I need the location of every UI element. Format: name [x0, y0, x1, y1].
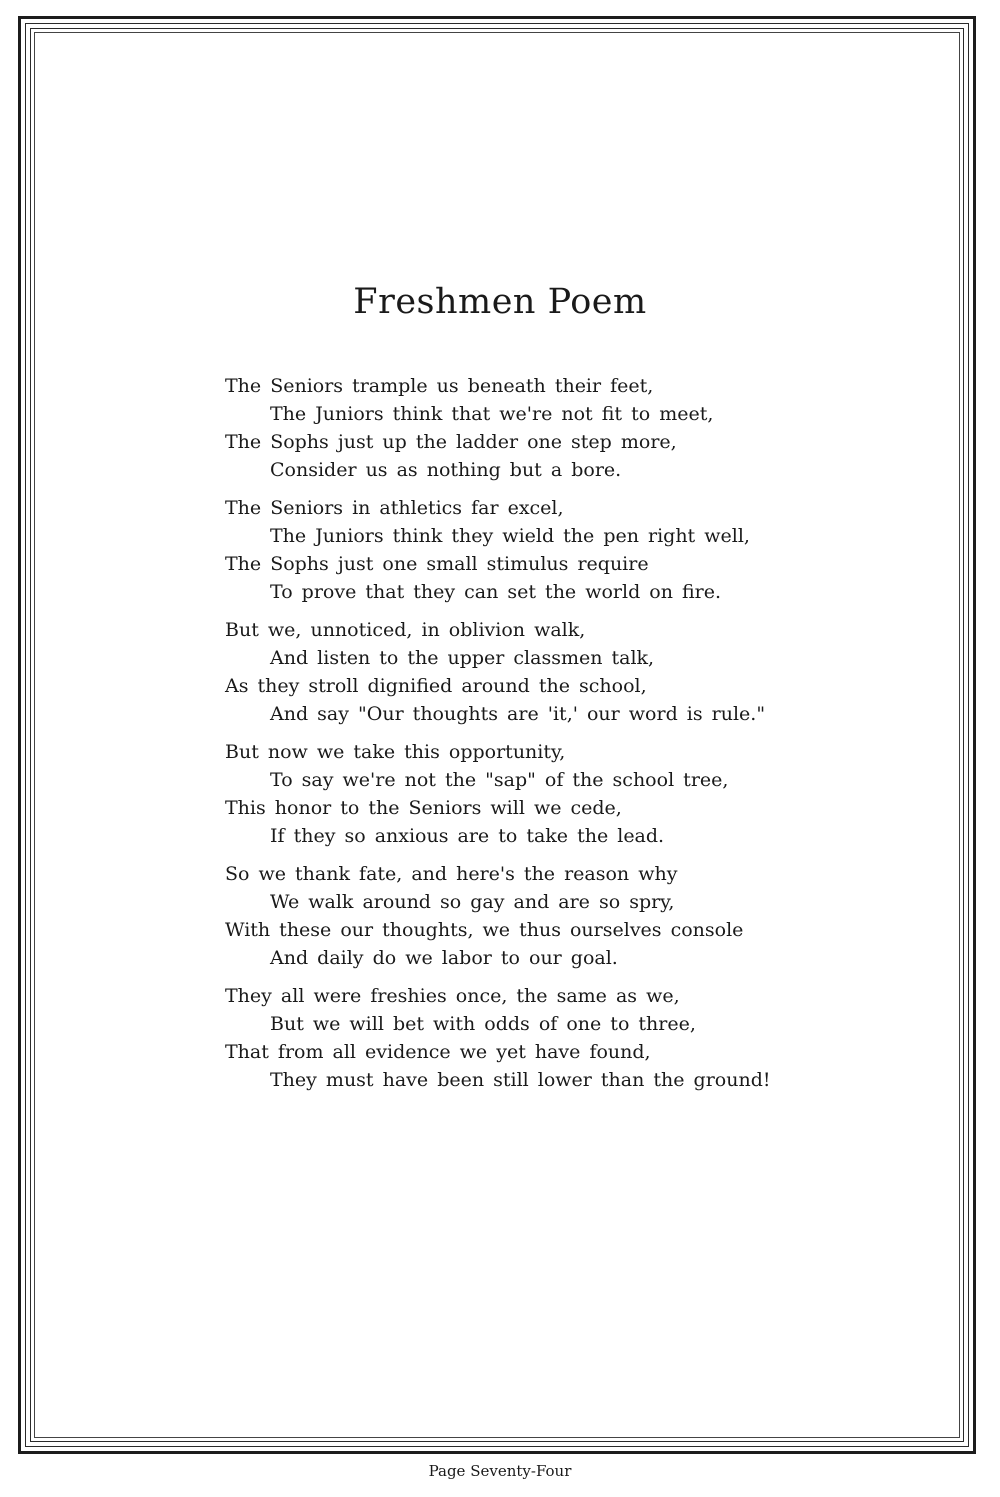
poem-body — [225, 372, 785, 1104]
poem-line: That from all evidence we yet have found, — [225, 1041, 651, 1063]
poem-line: But now we take this opportunity, — [225, 741, 566, 763]
poem-line: As they stroll dignified around the school, — [225, 675, 647, 697]
poem-line: The Sophs just up the ladder one step more, — [225, 431, 677, 453]
poem-line: And daily do we labor to our goal. — [270, 947, 618, 969]
poem-line: To prove that they can set the world on fire. — [270, 581, 722, 603]
poem-line: The Seniors trample us beneath their feet, — [225, 375, 654, 397]
poem-line: Consider us as nothing but a bore. — [270, 459, 622, 481]
poem-line: But we will bet with odds of one to three, — [270, 1013, 696, 1035]
poem-line: They must have been still lower than the ground! — [270, 1069, 771, 1091]
poem-line: To say we're not the "sap" of the school tree, — [270, 769, 729, 791]
stanza — [225, 738, 785, 850]
poem-line: With these our thoughts, we thus ourselves console — [225, 919, 744, 941]
stanza — [225, 616, 785, 728]
poem-line: And listen to the upper classmen talk, — [270, 647, 655, 669]
poem-line: We walk around so gay and are so spry, — [270, 891, 675, 913]
poem-line: The Sophs just one small stimulus require — [225, 553, 649, 575]
poem-title: Freshmen Poem — [353, 282, 647, 322]
poem-line: This honor to the Seniors will we cede, — [225, 797, 622, 819]
page-number: Page Seventy-Four — [428, 1462, 572, 1480]
poem-line: The Juniors think that we're not fit to meet, — [270, 403, 714, 425]
poem-line: They all were freshies once, the same as we, — [225, 985, 680, 1007]
stanza — [225, 982, 785, 1094]
poem-line: If they so anxious are to take the lead. — [270, 825, 665, 847]
stanza — [225, 494, 785, 606]
stanza — [225, 372, 785, 484]
poem-line: The Seniors in athletics far excel, — [225, 497, 564, 519]
poem-line: So we thank fate, and here's the reason why — [225, 863, 678, 885]
stanza — [225, 860, 785, 972]
poem-line: The Juniors think they wield the pen right well, — [270, 525, 750, 547]
poem-line: And say "Our thoughts are 'it,' our word is rule." — [270, 703, 766, 725]
poem-line: But we, unnoticed, in oblivion walk, — [225, 619, 586, 641]
